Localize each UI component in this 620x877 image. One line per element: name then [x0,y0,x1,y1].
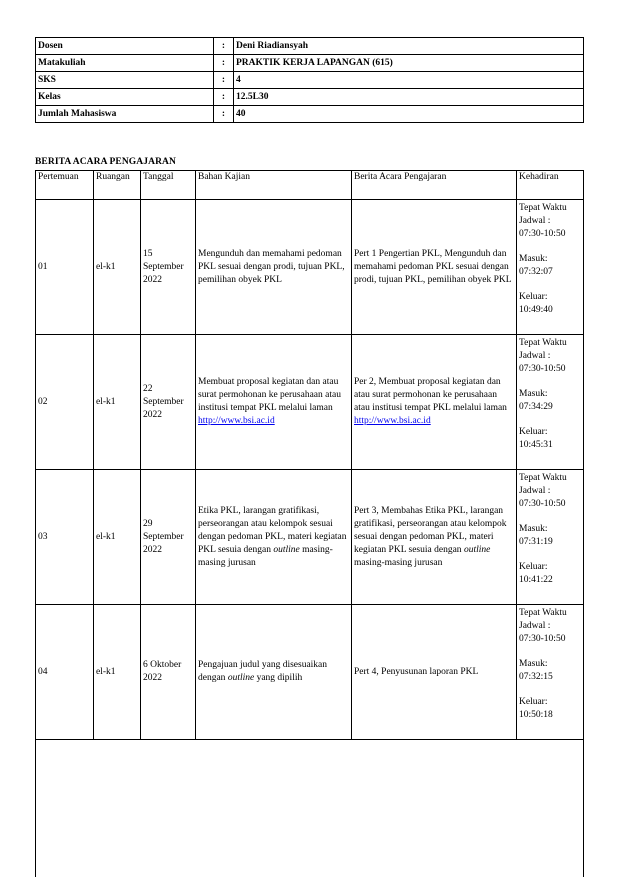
cell-tanggal: 6 Oktober 2022 [141,605,196,740]
info-row-kelas [36,89,584,106]
check-in-label: Masuk: [519,524,548,534]
cell-pertemuan: 03 [36,470,94,605]
cell-tanggal: 15 September 2022 [141,200,196,335]
check-in-label: Masuk: [519,254,548,264]
info-row-dosen [36,38,584,55]
course-info-table [35,37,584,123]
cell-kehadiran [517,200,584,335]
bahan-text-end: yang dipilih [256,673,303,683]
bsi-website-link[interactable]: http://www.bsi.ac.id [198,416,275,426]
info-label: Matakuliah [36,55,214,72]
info-label: SKS [36,72,214,89]
info-value: 40 [234,106,584,123]
cell-ruangan: el-k1 [94,335,141,470]
table-row [36,335,584,470]
cell-ruangan: el-k1 [94,470,141,605]
cell-bahan-kajian [196,605,352,740]
check-out-label: Keluar: [519,292,548,302]
bahan-outline-term: outline [273,544,300,555]
info-value: PRAKTIK KERJA LAPANGAN (615) [234,55,584,72]
cell-berita-acara [352,470,517,605]
berita-outline-term: outline [463,544,491,555]
schedule-label: Jadwal : [519,351,551,361]
table-header-row [36,171,584,200]
check-out-time: 10:50:18 [519,710,553,720]
cell-pertemuan: 02 [36,335,94,470]
berita-text: Per 2, Membuat proposal kegiatan dan atau surat permohonan ke perusahaan atau institusi tempat PKL melalui laman [354,377,507,413]
check-in-label: Masuk: [519,389,548,399]
info-separator: : [214,72,234,89]
table-row [36,605,584,740]
info-separator: : [214,106,234,123]
check-in-time: 07:32:07 [519,267,553,277]
teaching-record-table [35,170,584,740]
cell-bahan-kajian [196,470,352,605]
info-label: Jumlah Mahasiswa [36,106,214,123]
cell-tanggal: 29 September 2022 [141,470,196,605]
schedule-time: 07:30-10:50 [519,634,566,644]
schedule-time: 07:30-10:50 [519,364,566,374]
cell-tanggal: 22 September 2022 [141,335,196,470]
check-out-time: 10:49:40 [519,305,553,315]
header-ruangan: Ruangan [94,171,141,200]
info-value: 4 [234,72,584,89]
info-separator: : [214,89,234,106]
cell-berita-acara: Pert 4, Penyusunan laporan PKL [352,605,517,740]
section-title: BERITA ACARA PENGAJARAN [35,157,176,167]
check-out-label: Keluar: [519,427,548,437]
schedule-label: Jadwal : [519,216,551,226]
check-in-time: 07:32:15 [519,672,553,682]
check-in-time: 07:31:19 [519,537,553,547]
berita-text: Pert 3, Membahas Etika PKL, larangan gratifikasi, perseorangan atau kelompok sesuai dengan pedoman PKL, materi kegiatan PKL sesuia dengan [354,505,507,555]
bahan-text-end: masing-masing jurusan [198,544,333,568]
cell-bahan-kajian: Mengunduh dan memahami pedoman PKL sesuai dengan prodi, tujuan PKL, pemilihan obyek PKL [196,200,352,335]
schedule-label: Jadwal : [519,486,551,496]
bahan-text: Membuat proposal kegiatan dan atau surat permohonan ke perusahaan atau institusi tempat PKL melalui laman [198,377,341,413]
check-in-label: Masuk: [519,659,548,669]
check-out-time: 10:45:31 [519,440,553,450]
attendance-status: Tepat Waktu [519,203,567,213]
cell-kehadiran [517,605,584,740]
check-in-time: 07:34:29 [519,402,553,412]
info-label: Dosen [36,38,214,55]
bahan-text: Pengajuan judul yang disesuaikan dengan [198,660,328,683]
info-label: Kelas [36,89,214,106]
table-row [36,470,584,605]
header-kehadiran: Kehadiran [517,171,584,200]
header-pertemuan: Pertemuan [36,171,94,200]
schedule-time: 07:30-10:50 [519,499,566,509]
schedule-time: 07:30-10:50 [519,229,566,239]
cell-kehadiran [517,335,584,470]
bsi-website-link[interactable]: http://www.bsi.ac.id [354,416,431,426]
check-out-time: 10:41:22 [519,575,553,585]
attendance-status: Tepat Waktu [519,608,567,618]
table-continuation-left-border [35,733,36,877]
attendance-status: Tepat Waktu [519,473,567,483]
info-row-jumlah-mahasiswa [36,106,584,123]
cell-ruangan: el-k1 [94,200,141,335]
schedule-label: Jadwal : [519,621,551,631]
info-separator: : [214,55,234,72]
cell-ruangan: el-k1 [94,605,141,740]
info-separator: : [214,38,234,55]
cell-bahan-kajian [196,335,352,470]
table-continuation-right-border [583,733,584,877]
check-out-label: Keluar: [519,562,548,572]
table-row [36,200,584,335]
berita-text-end: masing-masing jurusan [354,557,443,568]
cell-pertemuan: 04 [36,605,94,740]
attendance-status: Tepat Waktu [519,338,567,348]
header-tanggal: Tanggal [141,171,196,200]
check-out-label: Keluar: [519,697,548,707]
info-row-matakuliah [36,55,584,72]
header-bahan-kajian: Bahan Kajian [196,171,352,200]
header-berita-acara: Berita Acara Pengajaran [352,171,517,200]
bahan-text: Etika PKL, larangan gratifikasi, perseorangan atau kelompok sesuai dengan pedoman PKL, materi kegiatan PKL sesuia dengan [198,505,347,555]
cell-berita-acara: Pert 1 Pengertian PKL, Mengunduh dan memahami pedoman PKL sesuai dengan prodi, tujuan PKL, pemilihan obyek PKL [352,200,517,335]
cell-kehadiran [517,470,584,605]
cell-berita-acara [352,335,517,470]
info-value: Deni Riadiansyah [234,38,584,55]
cell-pertemuan: 01 [36,200,94,335]
info-value: 12.5L30 [234,89,584,106]
bahan-outline-term: outline [227,673,255,683]
info-row-sks [36,72,584,89]
